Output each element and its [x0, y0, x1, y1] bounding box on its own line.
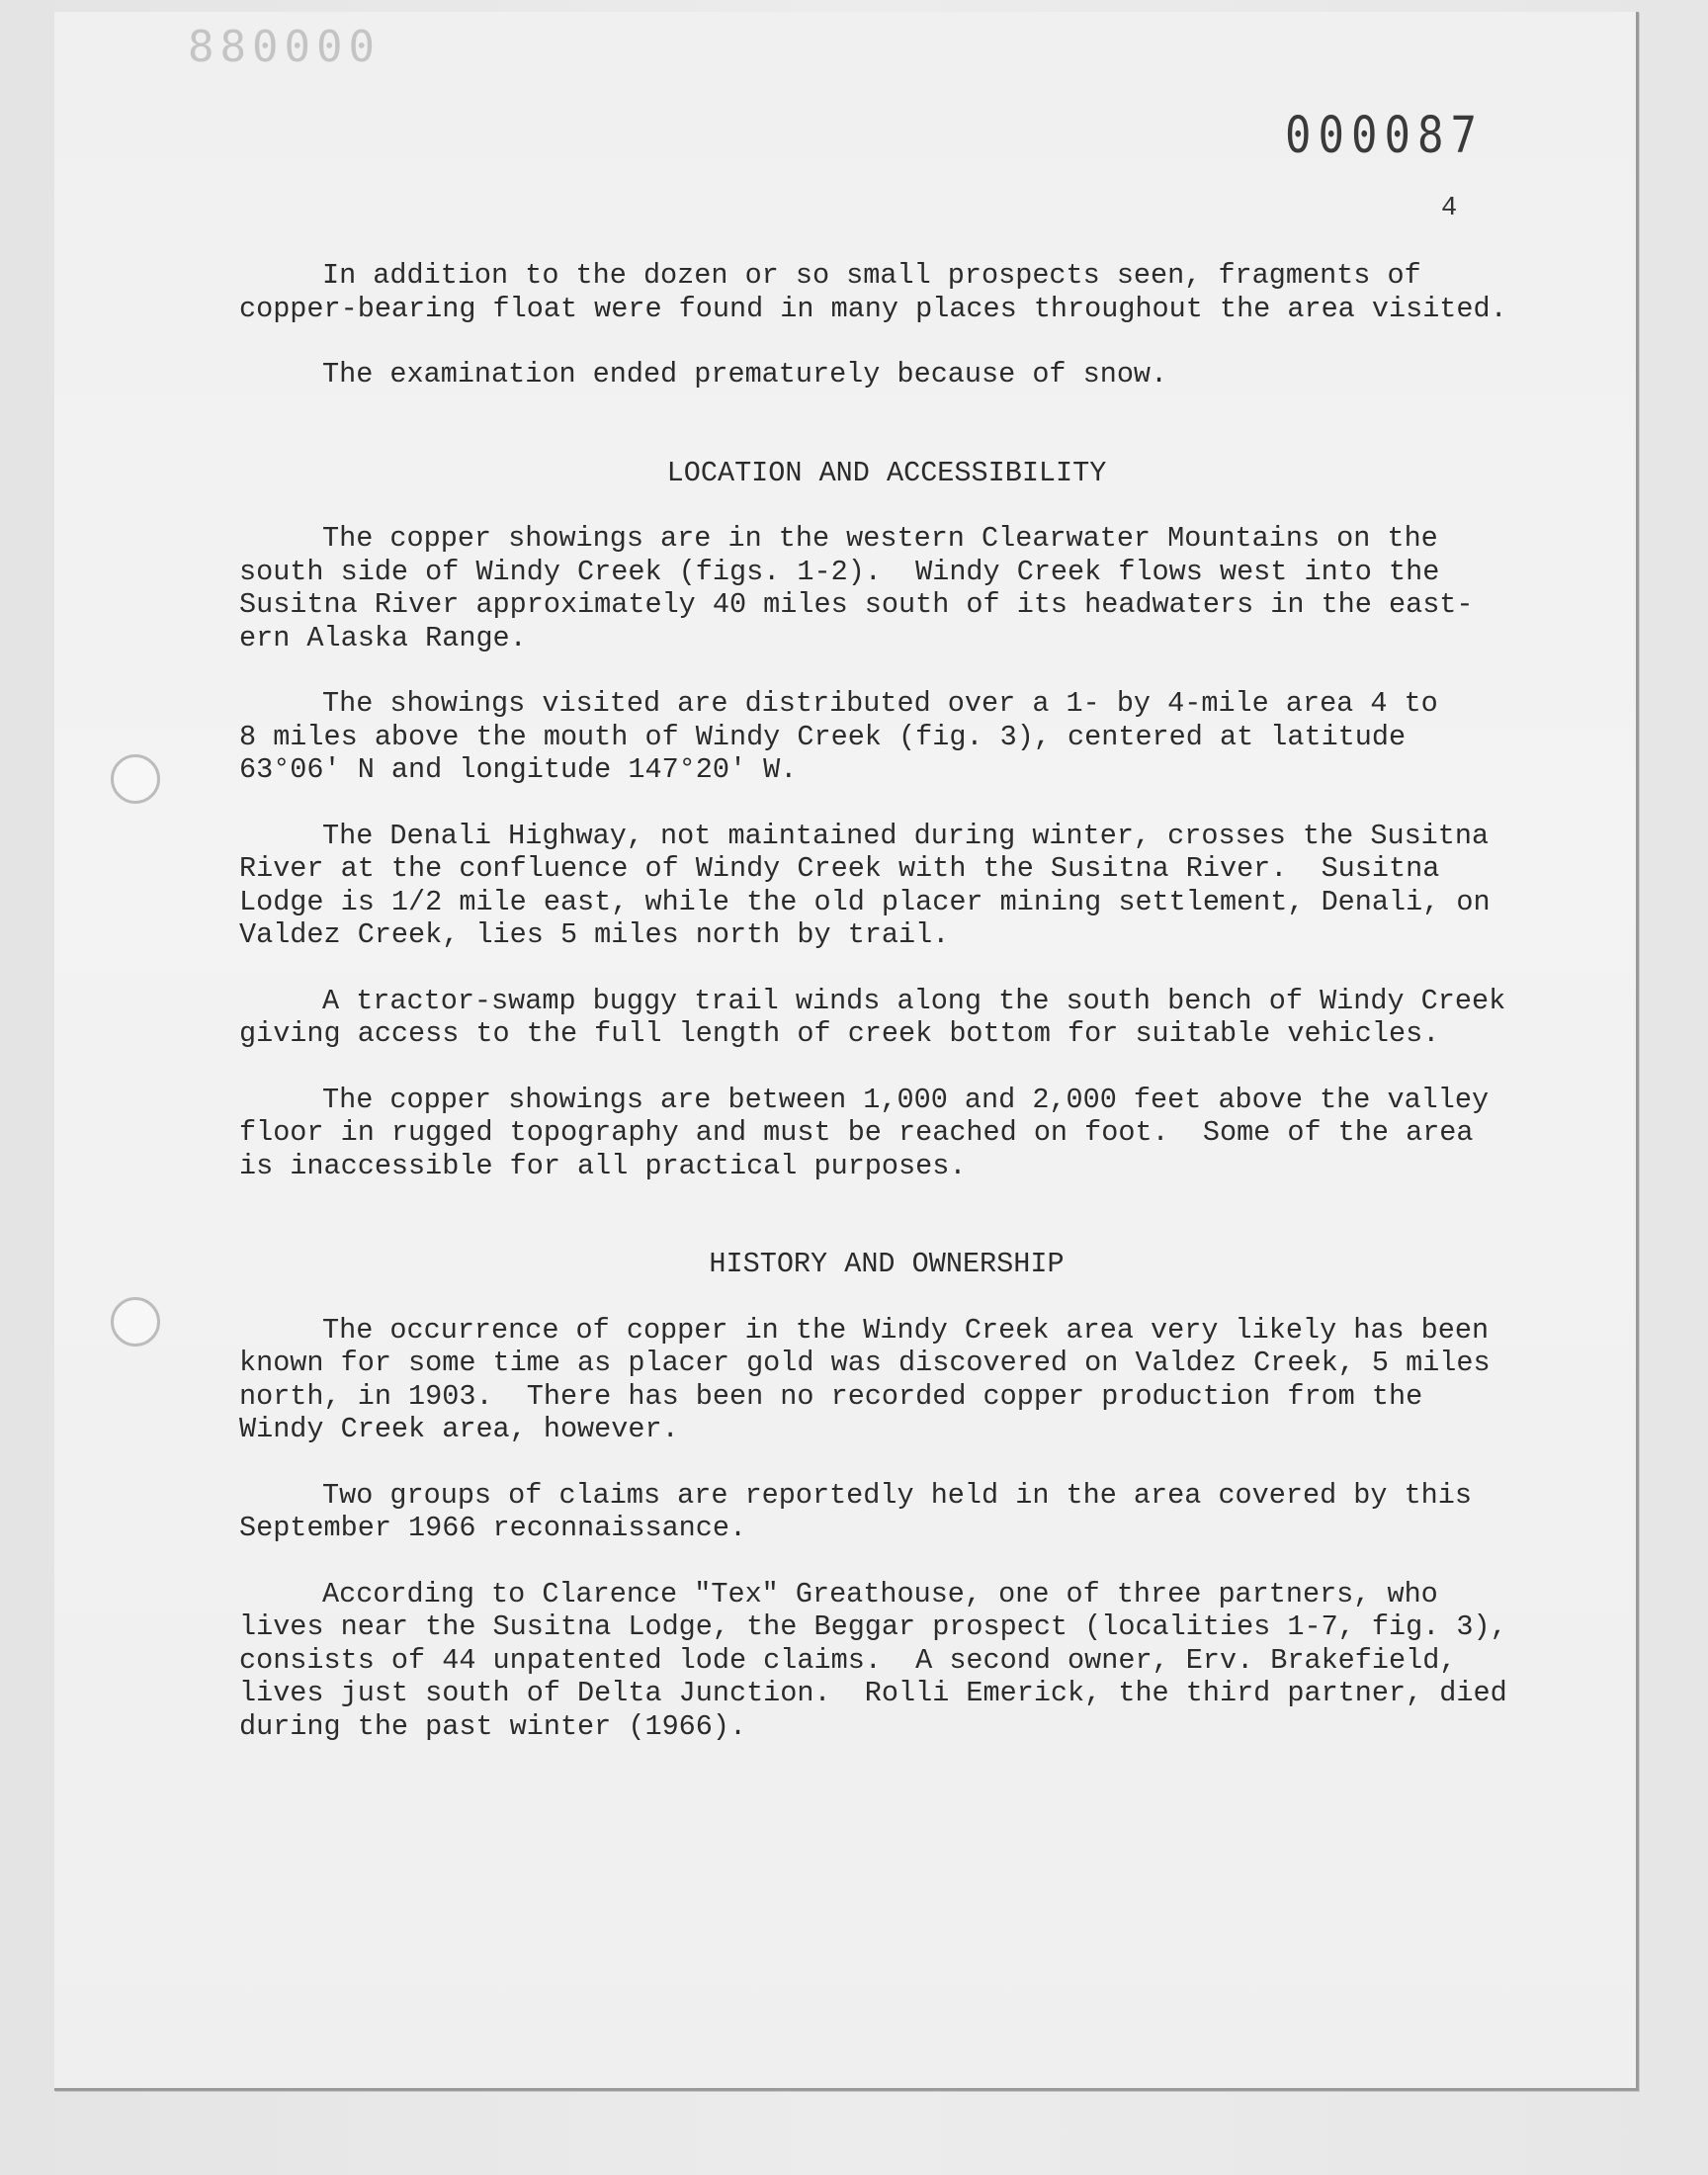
paragraph-line: north, in 1903. There has been no recorded copper production from the — [239, 1379, 1423, 1413]
paragraph-line: south side of Windy Creek (figs. 1-2). Windy Creek flows west into the — [239, 555, 1440, 588]
paragraph-line: A tractor-swamp buggy trail winds along the south bench of Windy Creek — [322, 984, 1506, 1017]
document-number-stamp: 000087 — [1285, 107, 1484, 165]
paragraph-line: The Denali Highway, not maintained during winter, crosses the Susitna — [322, 819, 1490, 852]
paragraph-line: 8 miles above the mouth of Windy Creek (fig. 3), centered at latitude — [239, 720, 1407, 753]
paragraph-line: floor in rugged topography and must be reached on foot. Some of the area — [239, 1116, 1474, 1149]
punch-hole-upper — [111, 754, 160, 804]
paragraph-line: According to Clarence "Tex" Greathouse, one of three partners, who — [322, 1577, 1438, 1610]
paragraph-line: The copper showings are between 1,000 and 2,000 feet above the valley — [322, 1083, 1490, 1116]
section-heading: LOCATION AND ACCESSIBILITY — [666, 456, 1107, 489]
paragraph — [239, 1084, 1534, 1183]
paragraph-line: lives near the Susitna Lodge, the Beggar prospect (localities 1-7, fig. 3), — [239, 1610, 1507, 1643]
paragraph-line: is inaccessible for all practical purposes. — [239, 1149, 967, 1182]
paragraph — [239, 1314, 1534, 1446]
paragraph-line: Valdez Creek, lies 5 miles north by trail. — [239, 918, 950, 951]
paragraph-line: River at the confluence of Windy Creek with the Susitna River. Susitna — [239, 852, 1440, 885]
paragraph-line: giving access to the full length of creek bottom for suitable vehicles. — [239, 1017, 1440, 1050]
paragraph — [239, 259, 1534, 325]
paragraph-line: Two groups of claims are reportedly held in the area covered by this — [322, 1478, 1472, 1512]
page-number: 4 — [1441, 194, 1458, 223]
section-heading: HISTORY AND OWNERSHIP — [709, 1248, 1065, 1280]
paragraph-line: during the past winter (1966). — [239, 1709, 747, 1743]
paragraph-line: known for some time as placer gold was discovered on Valdez Creek, 5 miles — [239, 1347, 1491, 1379]
paragraph-line: The occurrence of copper in the Windy Creek area very likely has been — [322, 1313, 1490, 1347]
paragraph — [239, 1578, 1534, 1744]
paragraph — [239, 358, 1534, 392]
paragraph-line: September 1966 reconnaissance. — [239, 1512, 747, 1544]
paragraph-line: 63°06' N and longitude 147°20' W. — [239, 753, 798, 786]
paragraph-line: The copper showings are in the western Clearwater Mountains on the — [322, 522, 1438, 555]
paragraph-line: lives just south of Delta Junction. Rolli Emerick, the third partner, died — [239, 1677, 1507, 1709]
punch-hole-lower — [111, 1297, 160, 1347]
paragraph-line: copper-bearing float were found in many places throughout the area visited. — [239, 292, 1507, 325]
paragraph — [239, 985, 1534, 1051]
paragraph — [239, 1479, 1534, 1545]
paragraph-line: Windy Creek area, however. — [239, 1413, 679, 1445]
paragraph — [239, 820, 1534, 952]
paragraph-line: In addition to the dozen or so small prospects seen, fragments of — [322, 259, 1421, 292]
paragraph-line: Lodge is 1/2 mile east, while the old placer mining settlement, Denali, on — [239, 885, 1491, 918]
faint-stamp-number: 880000 — [188, 22, 381, 72]
document-body — [239, 259, 1534, 1776]
paragraph — [239, 687, 1534, 787]
paragraph-line: The showings visited are distributed over a 1- by 4-mile area 4 to — [322, 687, 1438, 720]
paragraph — [239, 522, 1534, 654]
paragraph-line: ern Alaska Range. — [239, 621, 527, 654]
paragraph-line: The examination ended prematurely because of snow. — [322, 358, 1168, 391]
paragraph-line: Susitna River approximately 40 miles south of its headwaters in the east- — [239, 588, 1474, 621]
paragraph-line: consists of 44 unpatented lode claims. A second owner, Erv. Brakefield, — [239, 1643, 1457, 1677]
